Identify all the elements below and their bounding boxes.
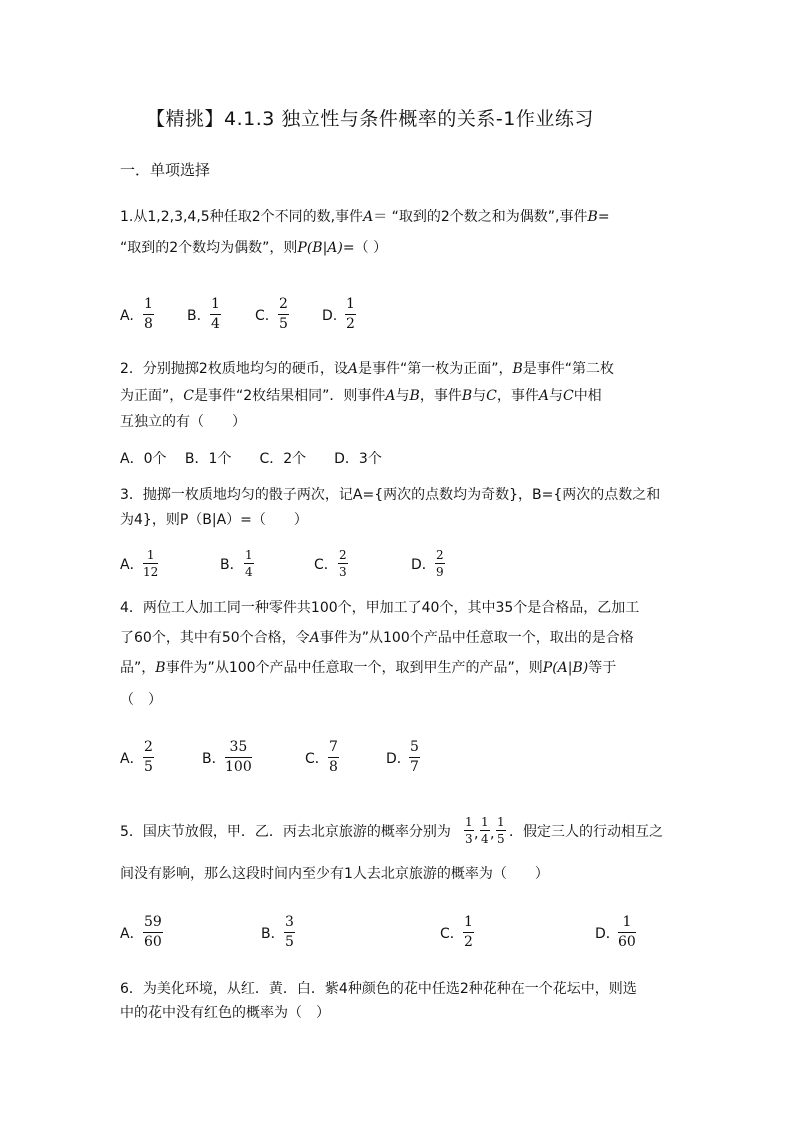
q2-var: B [461,388,473,404]
q4-option-d-fraction [409,739,420,776]
q3-option-d-label: D． [411,557,436,573]
q5-prob-fraction [496,815,506,846]
numerator: 1 [210,296,221,315]
q5-option-c-fraction [463,914,474,951]
numerator: 1 [618,914,636,933]
q4-text: 品”， [120,660,156,676]
denominator: 12 [143,565,159,579]
q3-line2: 为4}，则P（B|A）=（ ） [120,512,308,528]
q1-option-a-fraction [143,296,154,333]
q2-text: 2．分别抛掷2枚质地均匀的硬币，设 [120,361,348,377]
q3-option-c-label: C． [314,557,338,573]
q2-text: 与 [548,388,563,404]
q1-option-c-fraction [278,296,289,333]
q4-text: 事件为”从100个产品中任意取一个，取出的是合格 [319,630,634,646]
q2-var: C [486,388,497,404]
q2-line3: 互独立的有（ ） [120,414,246,430]
q2-line2 [120,386,602,406]
denominator: 8 [144,316,153,332]
q4-option-b-label: B． [202,751,226,767]
q6-line1: 6．为美化环境，从红．黄．白．紫4种颜色的花中任选2种花种在一个花坛中，则选 [120,981,637,997]
q3-option-a-label: A． [120,557,144,573]
q2-options: A．0个 B．1个 C．2个 D．3个 [120,451,382,467]
denominator: 7 [410,759,419,775]
q2-text: 中相 [573,388,602,404]
q2-var: A [385,388,396,404]
q1-option-d-fraction [345,296,356,333]
numerator: 1 [481,815,489,829]
q2-text: ，事件 [496,388,539,404]
q5-option-d-label: D． [595,926,620,942]
q4-option-c-label: C． [305,751,329,767]
q4-line4: （ ） [120,692,162,708]
q2-text: 与 [395,388,410,404]
denominator: 3 [339,565,347,579]
q1-text: “取到的2个数均为偶数”，则 [120,240,298,256]
q1-option-d-label: D. [322,308,338,324]
q1-expression: P(B|A) [297,240,343,256]
denominator: 2 [346,316,355,332]
denominator: 5 [285,934,294,950]
q5-option-a-label: A． [120,926,144,942]
q5-option-a-fraction [143,914,163,951]
numerator: 2 [278,296,289,315]
q2-text: 是事件“第二枚 [522,361,615,377]
numerator: 1 [497,815,505,829]
q5-prob-fraction [464,815,474,846]
q1-text: =（ ） [342,240,388,256]
section-heading: 一．单项选择 [120,161,211,179]
q2-var: A [347,361,358,377]
q4-line2 [120,628,634,648]
q4-line3 [120,658,616,678]
page-title: 【精挑】4.1.3 独立性与条件概率的关系-1作业练习 [146,108,594,130]
q5-line1-tail: ．假定三人的行动相互之 [509,824,663,840]
q5-option-b-fraction [284,914,295,951]
q2-var: C [183,388,194,404]
q3-option-b-fraction [244,548,254,579]
numerator: 2 [436,548,444,562]
q4-expression: P(A|B) [542,660,589,676]
numerator: 7 [328,739,339,758]
q3-line1: 3．抛掷一枚质地均匀的骰子两次，记A={两次的点数均为奇数}，B={两次的点数之和 [120,487,661,503]
q4-option-d-label: D． [386,751,411,767]
q2-text: 是事件“第一枚为正面”， [357,361,513,377]
q1-option-a-label: A. [120,308,134,324]
numerator: 2 [143,739,154,758]
q1-option-b-label: B. [187,308,202,324]
q1-line1 [120,207,610,227]
denominator: 4 [481,832,489,846]
q3-option-d-fraction [435,548,445,579]
q3-option-c-fraction [338,548,348,579]
q4-text: 事件为”从100个产品中任意取一个，取到甲生产的产品”，则 [165,660,543,676]
q5-line1-text: 5．国庆节放假，甲．乙．丙去北京旅游的概率分别为 [120,824,451,840]
q5-option-c-label: C． [440,926,464,942]
numerator: 1 [143,296,154,315]
numerator: 1 [463,914,474,933]
q1-var-a: A [363,209,374,225]
denominator: 60 [618,934,636,950]
q5-comma: , [490,826,495,842]
numerator: 59 [143,914,163,933]
q4-option-b-fraction [225,739,252,776]
q2-text: 是事件“2枚结果相同”．则事件 [193,388,386,404]
q5-comma: , [474,826,479,842]
numerator: 3 [284,914,295,933]
q2-var: B [512,361,523,377]
numerator: 2 [339,548,347,562]
denominator: 5 [144,759,153,775]
q6-line2: 中的花中没有红色的概率为（ ） [120,1005,330,1021]
numerator: 1 [245,548,253,562]
denominator: 8 [329,759,338,775]
q4-text: 了60个，其中有50个合格，令 [120,630,310,646]
numerator: 1 [143,548,158,564]
q2-line1 [120,359,614,379]
denominator: 4 [211,316,220,332]
q5-option-b-label: B． [261,926,285,942]
q2-var: C [562,388,574,404]
denominator: 100 [225,759,252,775]
denominator: 3 [465,832,473,846]
denominator: 2 [464,934,473,950]
q2-text: 与 [472,388,487,404]
denominator: 60 [144,934,162,950]
q1-text: 1.从1,2,3,4,5种任取2个不同的数,事件 [120,209,364,225]
q4-var: A [309,630,320,646]
numerator: 1 [345,296,356,315]
q1-text: = [597,209,610,225]
q2-var: B [409,388,420,404]
q3-option-b-label: B． [220,557,244,573]
denominator: 4 [245,565,253,579]
q2-var: A [538,388,549,404]
denominator: 5 [279,316,288,332]
q2-text: ，事件 [419,388,462,404]
numerator: 5 [409,739,420,758]
q5-option-d-fraction [618,914,636,951]
q4-var: B [155,660,166,676]
numerator: 35 [225,739,252,758]
q4-option-c-fraction [328,739,339,776]
q4-option-a-fraction [143,739,154,776]
denominator: 9 [436,565,444,579]
q5-line2: 间没有影响，那么这段时间内至少有1人去北京旅游的概率为（ ） [120,866,549,882]
q2-text: 为正面”， [120,388,184,404]
q1-option-b-fraction [210,296,221,333]
q4-option-a-label: A． [120,751,144,767]
q1-option-c-label: C. [255,308,270,324]
q1-line2 [120,238,387,258]
q4-text: 等于 [588,660,617,676]
q4-line1: 4．两位工人加工同一种零件共100个，甲加工了40个，其中35个是合格品，乙加工 [120,600,640,616]
q1-var-b: B [587,209,598,225]
denominator: 5 [497,832,505,846]
q3-option-a-fraction [143,548,158,579]
q5-prob-fraction [480,815,490,846]
numerator: 1 [465,815,473,829]
q1-text: ＝ “取到的2个数之和为偶数”,事件 [373,209,588,225]
